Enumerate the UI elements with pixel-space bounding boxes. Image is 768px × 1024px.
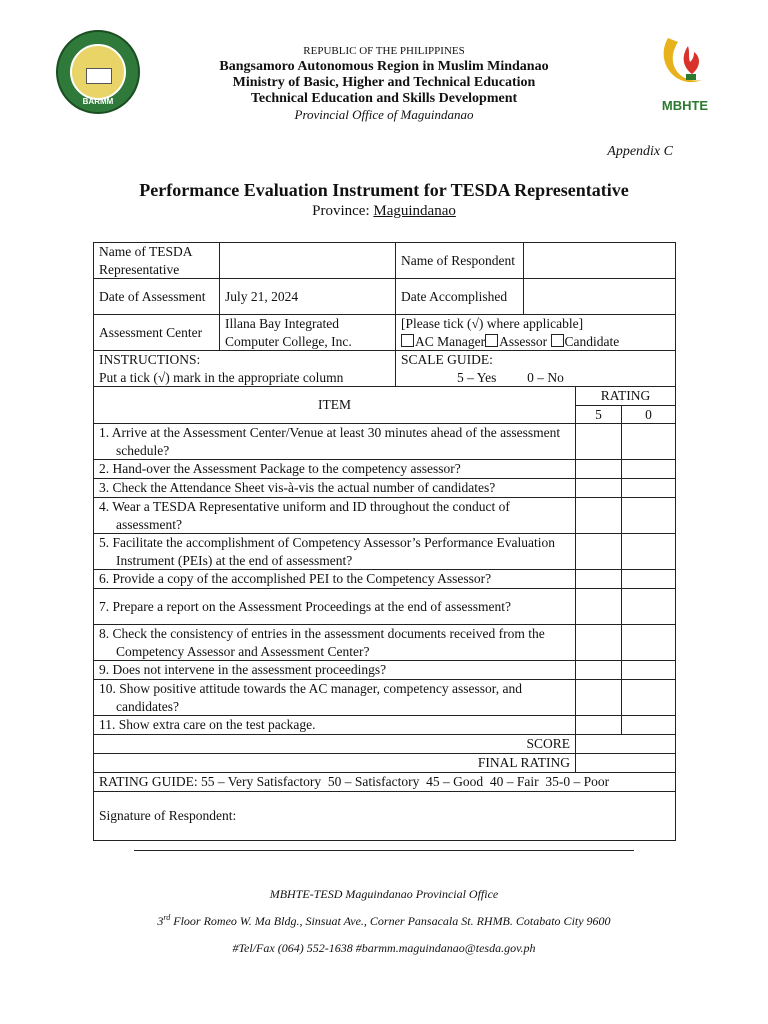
- mbhte-logo-text: MBHTE: [661, 98, 709, 113]
- respondent-options: [401, 333, 670, 351]
- rating-0-cell[interactable]: [622, 460, 676, 479]
- crescent-flame-icon: [658, 28, 714, 90]
- score-label: SCORE: [94, 735, 576, 754]
- rating-0-cell[interactable]: [622, 716, 676, 735]
- seal-emblem: [70, 44, 126, 100]
- province-line: [0, 203, 768, 220]
- item-row-text: 8. Check the consistency of entries in the assessment documents received from the Competency Assessor and Assessment Center?: [94, 625, 576, 661]
- letterhead: [150, 43, 618, 123]
- instructions-label: INSTRUCTIONS:: [99, 352, 201, 367]
- item-row-text: 11. Show extra care on the test package.: [94, 716, 576, 735]
- item-row-text: 6. Provide a copy of the accomplished PEI to the Competency Assessor?: [94, 570, 576, 589]
- rating-5-header: 5: [576, 405, 622, 424]
- score-field[interactable]: [576, 735, 676, 754]
- item-row-text: 1. Arrive at the Assessment Center/Venue at least 30 minutes ahead of the assessment schedule?: [94, 424, 576, 460]
- date-acc-label: Date Accomplished: [396, 279, 524, 315]
- center-label: Assessment Center: [94, 315, 220, 351]
- scale-guide-cell: [396, 351, 676, 387]
- office-line: Provincial Office of Maguindanao: [294, 107, 474, 122]
- rating-5-cell[interactable]: [576, 534, 622, 570]
- instructions-cell: [94, 351, 396, 387]
- province-value: Maguindanao: [373, 203, 456, 219]
- ac-manager-checkbox[interactable]: [401, 334, 414, 347]
- province-label: Province:: [312, 203, 370, 219]
- rating-5-cell[interactable]: [576, 460, 622, 479]
- signature-label: Signature of Respondent:: [99, 808, 237, 824]
- item-header: ITEM: [94, 387, 576, 424]
- item-row-text: 7. Prepare a report on the Assessment Proceedings at the end of assessment?: [94, 589, 576, 625]
- rating-5-cell[interactable]: [576, 498, 622, 534]
- item-row-text: 2. Hand-over the Assessment Package to the competency assessor?: [94, 460, 576, 479]
- footer-contact: #Tel/Fax (064) 552-1638 #barmm.maguindanao@tesda.gov.ph: [232, 941, 536, 955]
- rating-0-cell[interactable]: [622, 625, 676, 661]
- signature-divider: [134, 850, 634, 851]
- rating-5-cell[interactable]: [576, 661, 622, 680]
- evaluation-form-table: [93, 242, 676, 841]
- item-row-text: 10. Show positive attitude towards the AC manager, competency assessor, and candidates?: [94, 680, 576, 716]
- rating-0-cell[interactable]: [622, 479, 676, 498]
- rating-5-cell[interactable]: [576, 570, 622, 589]
- rating-guide: RATING GUIDE: 55 – Very Satisfactory 50 – Satisfactory 45 – Good 40 – Fair 35-0 – Poor: [94, 773, 676, 792]
- rating-0-cell[interactable]: [622, 680, 676, 716]
- rating-5-cell[interactable]: [576, 479, 622, 498]
- item-row-text: 3. Check the Attendance Sheet vis-à-vis the actual number of candidates?: [94, 479, 576, 498]
- mbhte-logo: [652, 28, 718, 118]
- address-floor: 3: [157, 914, 164, 928]
- assessor-checkbox[interactable]: [485, 334, 498, 347]
- rating-0-cell[interactable]: [622, 589, 676, 625]
- republic-line: REPUBLIC OF THE PHILIPPINES: [303, 45, 465, 57]
- tesd-line: Technical Education and Skills Development: [250, 91, 518, 106]
- instructions-text: Put a tick (√) mark in the appropriate column: [99, 369, 344, 385]
- final-rating-label: FINAL RATING: [94, 754, 576, 773]
- rating-0-cell[interactable]: [622, 661, 676, 680]
- scale-yes: 5 – Yes: [457, 369, 497, 385]
- barmm-seal-logo: [56, 30, 140, 114]
- item-row-text: 5. Facilitate the accomplishment of Competency Assessor’s Performance Evaluation Instrument (PEIs) at the end of assessment?: [94, 534, 576, 570]
- rating-5-cell[interactable]: [576, 589, 622, 625]
- name-resp-label: Name of Respondent: [396, 243, 524, 279]
- name-rep-field[interactable]: [220, 243, 396, 279]
- rating-5-cell[interactable]: [576, 680, 622, 716]
- book-icon: [86, 68, 112, 84]
- name-resp-field[interactable]: [524, 243, 676, 279]
- rating-5-cell[interactable]: [576, 424, 622, 460]
- rating-5-cell[interactable]: [576, 716, 622, 735]
- appendix-label: Appendix C: [607, 144, 673, 159]
- region-line: Bangsamoro Autonomous Region in Muslim Mindanao: [219, 59, 549, 74]
- date-assess-field[interactable]: July 21, 2024: [220, 279, 396, 315]
- rating-0-cell[interactable]: [622, 424, 676, 460]
- rating-header: RATING: [576, 387, 676, 406]
- scale-guide-values: [401, 369, 670, 387]
- scale-no: 0 – No: [527, 369, 564, 385]
- address-sup: rd: [163, 913, 171, 922]
- item-row-text: 9. Does not intervene in the assessment proceedings?: [94, 661, 576, 680]
- name-rep-label: Name of TESDA Representative: [94, 243, 220, 279]
- candidate-checkbox[interactable]: [551, 334, 564, 347]
- rating-5-cell[interactable]: [576, 625, 622, 661]
- tick-note: [Please tick (√) where applicable]: [401, 316, 584, 331]
- seal-label: BARMM: [82, 97, 114, 106]
- final-rating-field[interactable]: [576, 754, 676, 773]
- item-row-text: 4. Wear a TESDA Representative uniform and ID throughout the conduct of assessment?: [94, 498, 576, 534]
- rating-0-cell[interactable]: [622, 498, 676, 534]
- center-field[interactable]: Illana Bay Integrated Computer College, Inc.: [220, 315, 396, 351]
- rating-0-cell[interactable]: [622, 570, 676, 589]
- footer-address: [0, 913, 768, 929]
- respondent-type-cell: [396, 315, 676, 351]
- candidate-label: Candidate: [564, 333, 620, 349]
- assessor-label: Assessor: [499, 333, 548, 349]
- date-assess-label: Date of Assessment: [94, 279, 220, 315]
- ac-manager-label: AC Manager: [415, 333, 486, 349]
- date-acc-field[interactable]: [524, 279, 676, 315]
- signature-cell[interactable]: [94, 792, 676, 841]
- rating-0-cell[interactable]: [622, 534, 676, 570]
- rating-0-header: 0: [622, 405, 676, 424]
- address-rest: Floor Romeo W. Ma Bldg., Sinsuat Ave., Corner Pansacala St. RHMB. Cotabato City 9600: [170, 914, 611, 928]
- ministry-line: Ministry of Basic, Higher and Technical Education: [232, 75, 536, 90]
- scale-guide-label: SCALE GUIDE:: [401, 352, 493, 367]
- footer-office: MBHTE-TESD Maguindanao Provincial Office: [269, 887, 499, 901]
- document-title: Performance Evaluation Instrument for TESDA Representative: [139, 180, 629, 200]
